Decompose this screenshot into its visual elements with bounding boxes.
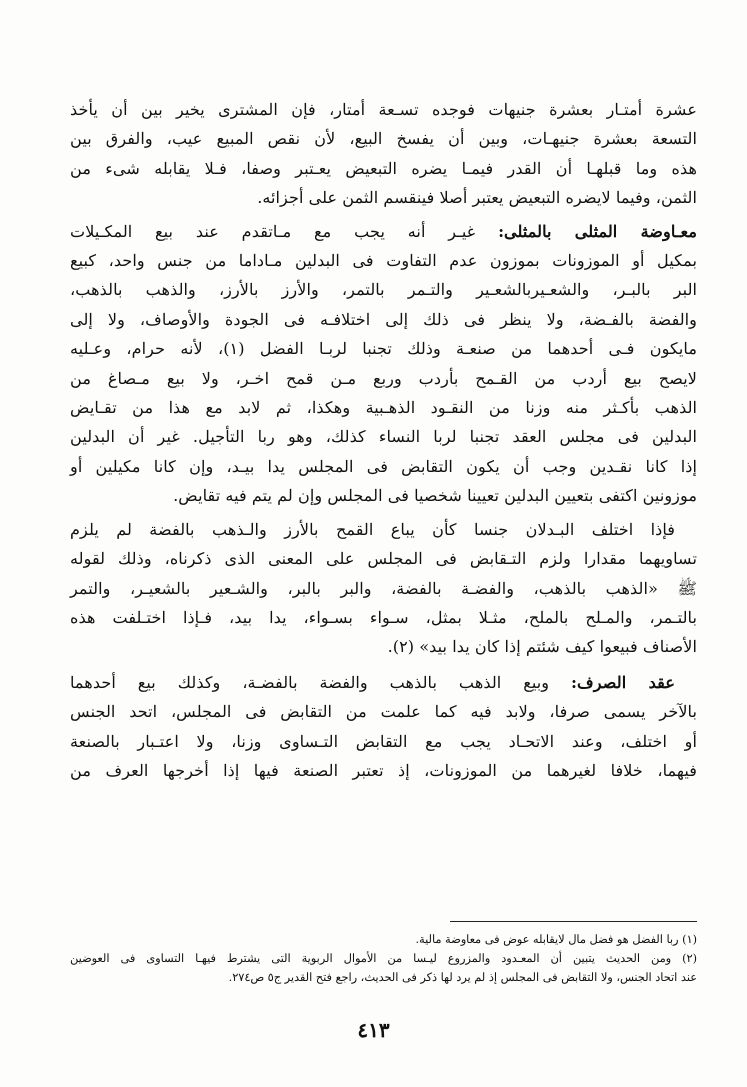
text-line: بمكيل أو الموزونات بموزون عدم التفاوت فى البدلين مـاداما من جنس واحد، كبيع bbox=[70, 251, 697, 271]
footnote-separator bbox=[450, 921, 697, 922]
text-line: إذا كانا نقـدين وجب أن يكون التقابض فى المجلس يدا بيـد، وإن كانا مكيلين أو bbox=[70, 456, 697, 476]
text-line bbox=[70, 217, 697, 246]
text-line: فإذا اختلف البـدلان جنسا كأن يباع القمح بالأرز والـذهب بالفضة لم يلزم bbox=[70, 519, 675, 539]
text-line: البدلين فى مجلس العقد تجنبا لربا النساء كذلك، وهو ربا التأجيل. غير أن البدلين bbox=[70, 427, 697, 447]
text-line bbox=[70, 668, 697, 697]
text-line: بالآخر يسمى صرفا، ولابد فيه كما علمت من التقابض فى المجلس، اتحد الجنس bbox=[70, 702, 697, 722]
text-run: وبيع الذهب بالذهب والفضة بالفضـة، وكذلك بيع أحدهما bbox=[70, 672, 572, 692]
footnote-2-continued: عند اتحاد الجنس، ولا التقابض فى المجلس إذ لم يرد لها ذكر فى الحديث، راجع فتح القدير ج٥ ص٢٧٤. bbox=[228, 971, 697, 984]
footnotes bbox=[70, 930, 697, 987]
text-line: عشرة أمتـار بعشرة جنيهات فوجده تسـعة أمتار، فإن المشترى يخير بين أن يأخذ bbox=[70, 100, 697, 119]
section-heading-mutual-exchange: معـاوضة المثلى بالمثلى: bbox=[498, 221, 697, 241]
text-line: التسعة بعشرة جنيهـات، وبين أن يفسخ البيع، لأن نقص المبيع عيب، والفرق بين bbox=[70, 129, 697, 149]
text-run: غيـر أنه يجب مع مـاتقدم عند بيع المكـيلات bbox=[70, 221, 499, 241]
section-heading-currency-exchange: عقد الصرف: bbox=[571, 672, 676, 692]
text-line: فيهما، خلافا لغيرهما من الموزونات، إذ تعتبر الصنعة فيها إذا أخرجها العرف من bbox=[70, 760, 697, 780]
footnote-1: (١) ربا الفضل هو فضل مال لايقابله عوض فى معاوضة مالية. bbox=[415, 933, 697, 946]
text-line: هذه وما قبلهـا أن القدر فيمـا يضره التبعيض يعـتبر وصفا، فـلا يقابله شىء من bbox=[70, 158, 697, 178]
text-line: البر بالبـر، والشعـيربالشعـير والتـمر بالتمر، والأرز بالأرز، والذهب بالذهب، bbox=[70, 280, 697, 300]
text-line: ﷺ «الذهب بالذهب، والفضـة بالفضة، والبر بالبر، والشـعير بالشعيـر، والتمر bbox=[70, 578, 697, 598]
page-number: ٤١٣ bbox=[357, 1018, 390, 1042]
text-line: بالتـمر، والمـلح بالملح، مثـلا بمثل، سـواء بسـواء، يدا بيد، فـإذا اختـلفت هذه bbox=[70, 607, 697, 627]
text-line: والفضة بالفـضة، ولا ينظر فى ذلك إلى اختلافـه فى الجودة والأوصاف، ولا إلى bbox=[70, 309, 697, 329]
paragraph-2 bbox=[70, 217, 697, 511]
footnote-2: (٢) ومن الحديث يتبين أن المعـدود والمزروع ليـسا من الأموال الربوية التى يشترط فيهـا التساوى فى العوضين bbox=[70, 952, 697, 965]
paragraph-4 bbox=[70, 668, 697, 786]
page-body bbox=[70, 95, 697, 785]
text-line: الأصناف فبيعوا كيف شئتم إذا كان يدا بيد» (٢). bbox=[387, 637, 697, 657]
text-line: لايصح بيع أردب من القـمح بأردب وربع مـن قمح اخـر، ولا بيع مـصاغ من bbox=[70, 368, 697, 388]
text-line: الذهب بأكـثر منه وزنا من النقـود الذهـبية وهكذا، ثم لابد مع هذا من تقـايض bbox=[70, 398, 697, 418]
paragraph-1 bbox=[70, 95, 697, 213]
text-line: أو اختلف، وعند الاتحـاد يجب مع التقابض التـساوى وزنا، ولا اعتـبار بالصنعة bbox=[70, 731, 697, 751]
text-line: تساويهما مقدارا ولزم التـقابض فى المجلس على المعنى الذى ذكرناه، وذلك لقوله bbox=[70, 549, 697, 569]
text-line: موزونين اكتفى بتعيين البدلين تعيينا شخصيا فى المجلس وإن لم يتم فيه تقايض. bbox=[173, 486, 697, 506]
paragraph-3 bbox=[70, 515, 697, 662]
text-line: مايكون فـى أحدهما من صنعـة وذلك تجنبا لربـا الفضل (١)، لأنه حرام، وعـليه bbox=[70, 339, 698, 359]
text-line: الثمن، وفيما لايضره التبعيض يعتبر أصلا فينقسم الثمن على أجزائه. bbox=[257, 188, 697, 208]
